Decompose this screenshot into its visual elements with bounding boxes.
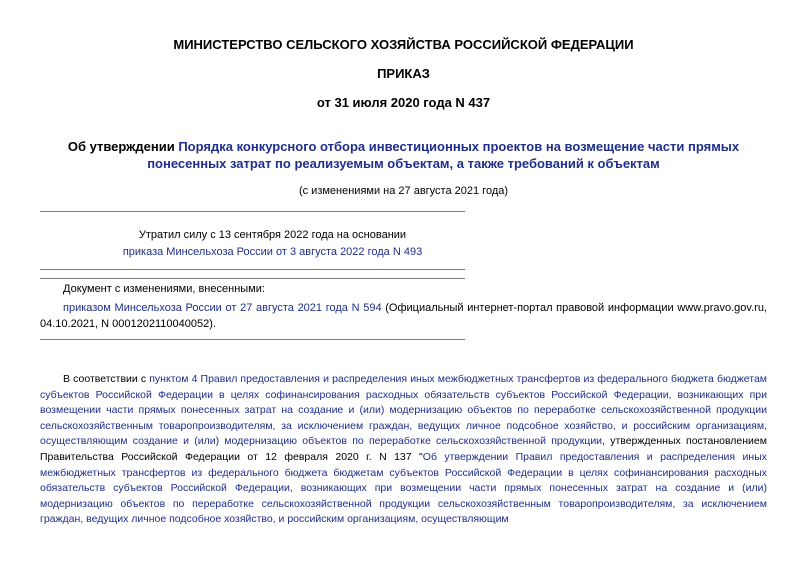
doc-type-heading: ПРИКАЗ xyxy=(377,66,430,81)
changes-label: Документ с изменениями, внесенными: xyxy=(63,283,265,295)
body-paragraph xyxy=(40,372,767,528)
title-link[interactable]: Порядка конкурсного отбора инвестиционных проектов на возмещение части прямых понесенных затрат по реализуемым объектам, а также требований к объектам xyxy=(147,139,740,171)
divider xyxy=(40,211,465,212)
changes-text xyxy=(40,300,767,332)
status-link[interactable]: приказа Минсельхоза России от 3 августа 2022 года N 493 xyxy=(122,246,423,258)
divider xyxy=(40,278,465,279)
document-title xyxy=(40,138,767,172)
changes-link[interactable]: приказом Минсельхоза России от 27 августа 2021 года N 594 xyxy=(63,302,382,314)
status-text: Утратил силу с 13 сентября 2022 года на основании xyxy=(138,229,407,241)
ministry-heading: МИНИСТЕРСТВО СЕЛЬСКОГО ХОЗЯЙСТВА РОССИЙСКОЙ ФЕДЕРАЦИИ xyxy=(173,37,634,52)
body-lead: В соответствии с xyxy=(63,373,150,385)
body-link[interactable]: пунктом 4 Правил предоставления и распределения иных межбюджетных трансфертов из федерального бюджета бюджетам субъектов Российской Федерации в целях софинансирования расходных обязательств субъектов Российской Федерации, возникающих при возмещении части прямых понесенных затрат на создание и (или) модернизацию объектов по переработке сельскохозяйственной продукции сельскохозяйственным товаропроизводителям, за исключением граждан, ведущих личное подсобное хозяйство, и российским организациям, осуществляющим создание и (или) модернизацию объектов по переработке сельскохозяйственной продукции xyxy=(40,373,768,448)
changes-rest: (Официальный интернет-портал правовой информации www.pravo.gov.ru, 04.10.2021, N 0001202110040052). xyxy=(40,302,767,330)
divider xyxy=(40,269,465,270)
title-prefix: Об утверждении xyxy=(67,139,179,154)
body-middle: , утвержденных постановлением Правительства Российской Федерации от 12 февраля 2020 г. N 137 " xyxy=(40,435,767,463)
amendment-note: (с изменениями на 27 августа 2021 года) xyxy=(298,185,509,197)
date-number-heading: от 31 июля 2020 года N 437 xyxy=(316,95,491,110)
divider xyxy=(40,339,465,340)
body-link-2[interactable]: Об утверждении Правил предоставления и распределения иных межбюджетных трансфертов из федерального бюджета бюджетам субъектов Российской Федерации в целях софинансирования расходных обязательств субъектов Российской Федерации, возникающих при возмещении части прямых понесенных затрат на создание и (или) модернизацию объектов по переработке сельскохозяйственной продукции сельскохозяйственным товаропроизводителям, за исключением граждан, ведущих личное подсобное хозяйство, и российским организациям, осуществляющим xyxy=(40,450,767,526)
